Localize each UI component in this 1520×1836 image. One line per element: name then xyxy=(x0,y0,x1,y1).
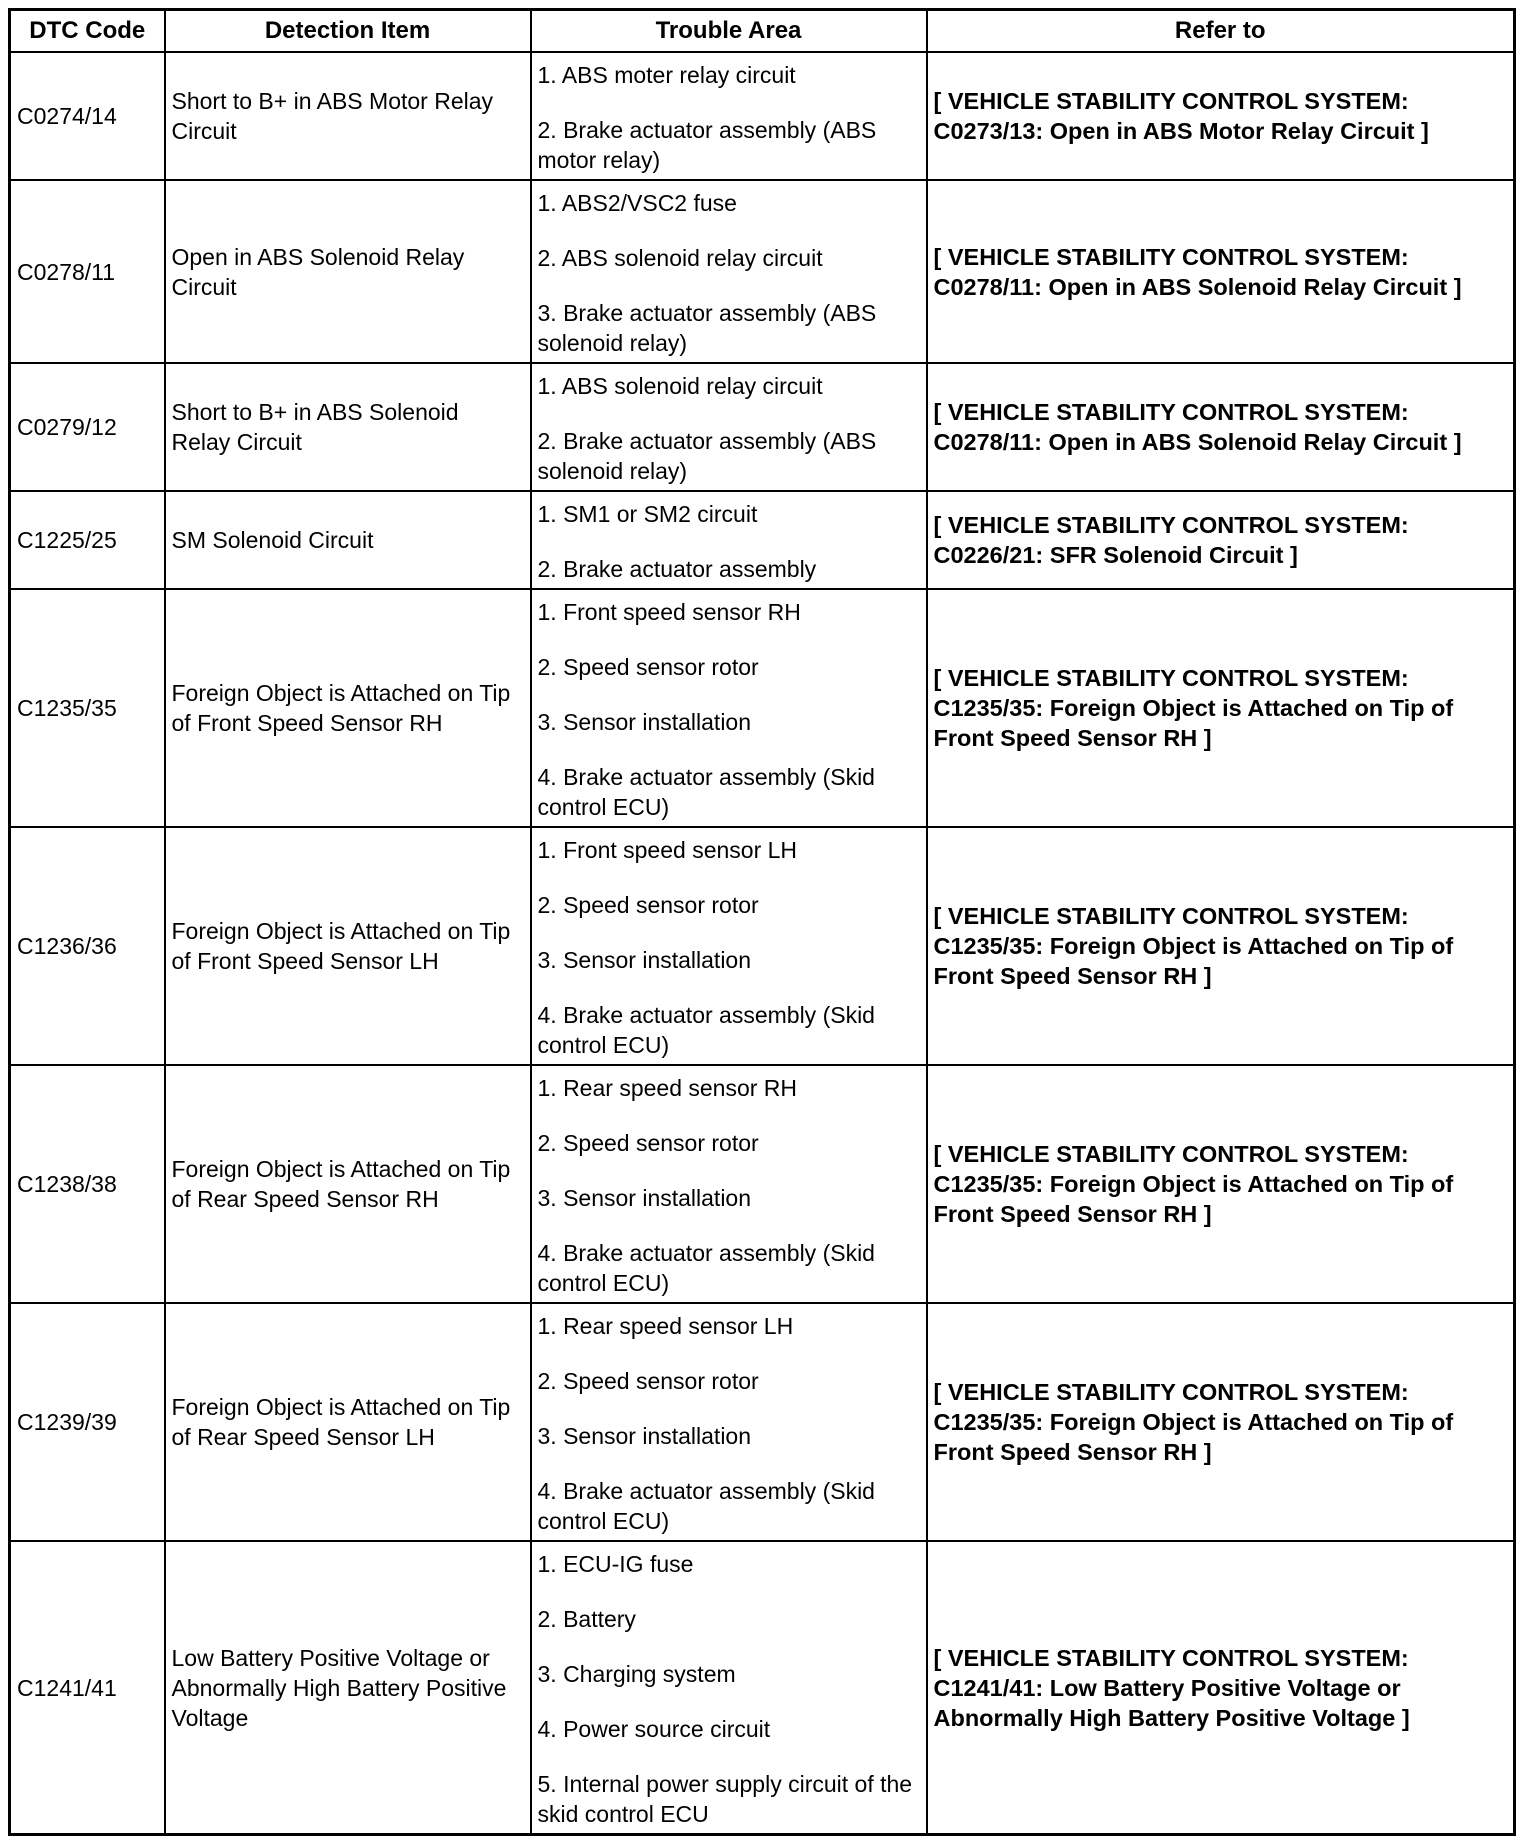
dtc-code-cell: C1239/39 xyxy=(10,1303,165,1541)
trouble-area-cell xyxy=(531,1065,927,1303)
trouble-area-cell xyxy=(531,363,927,491)
trouble-area-cell xyxy=(531,52,927,180)
refer-to-link[interactable]: [ VEHICLE STABILITY CONTROL SYSTEM: C1235/35: Foreign Object is Attached on Tip of Front Speed Sensor RH ] xyxy=(927,1065,1515,1303)
dtc-table-container xyxy=(8,8,1516,1836)
trouble-area-item: 2. Speed sensor rotor xyxy=(537,1368,759,1394)
trouble-area-item: 1. Front speed sensor RH xyxy=(537,599,801,625)
refer-to-link[interactable]: [ VEHICLE STABILITY CONTROL SYSTEM: C1235/35: Foreign Object is Attached on Tip of Front Speed Sensor RH ] xyxy=(927,1303,1515,1541)
trouble-area-item: 3. Sensor installation xyxy=(537,1423,752,1449)
trouble-area-item: 1. SM1 or SM2 circuit xyxy=(537,501,758,527)
trouble-area-item: 2. Battery xyxy=(537,1606,636,1632)
detection-item-cell: SM Solenoid Circuit xyxy=(165,491,531,589)
trouble-area-item: 2. Brake actuator assembly xyxy=(537,556,817,582)
trouble-area-item: 3. Sensor installation xyxy=(537,709,752,735)
detection-item-cell: Foreign Object is Attached on Tip of Front Speed Sensor RH xyxy=(165,589,531,827)
trouble-area-item: 2. Speed sensor rotor xyxy=(537,892,759,918)
dtc-code-cell: C1236/36 xyxy=(10,827,165,1065)
trouble-area-item: 3. Brake actuator assembly (ABS solenoid relay) xyxy=(537,300,877,356)
trouble-area-cell xyxy=(531,180,927,363)
dtc-table xyxy=(8,8,1516,1836)
trouble-area-item: 3. Charging system xyxy=(537,1661,736,1687)
header-detection-item: Detection Item xyxy=(165,10,531,53)
table-row xyxy=(10,491,1515,589)
trouble-area-item: 1. Rear speed sensor RH xyxy=(537,1075,798,1101)
detection-item-cell: Low Battery Positive Voltage or Abnormally High Battery Positive Voltage xyxy=(165,1541,531,1835)
dtc-code-cell: C0278/11 xyxy=(10,180,165,363)
trouble-area-item: 2. ABS solenoid relay circuit xyxy=(537,245,823,271)
table-row xyxy=(10,1065,1515,1303)
trouble-area-item: 2. Brake actuator assembly (ABS solenoid relay) xyxy=(537,428,877,484)
header-dtc-code: DTC Code xyxy=(10,10,165,53)
refer-to-link[interactable]: [ VEHICLE STABILITY CONTROL SYSTEM: C0278/11: Open in ABS Solenoid Relay Circuit ] xyxy=(927,180,1515,363)
table-row xyxy=(10,589,1515,827)
detection-item-cell: Foreign Object is Attached on Tip of Rear Speed Sensor RH xyxy=(165,1065,531,1303)
table-body xyxy=(10,52,1515,1835)
dtc-code-cell: C0274/14 xyxy=(10,52,165,180)
trouble-area-item: 2. Speed sensor rotor xyxy=(537,654,759,680)
trouble-area-item: 4. Brake actuator assembly (Skid control ECU) xyxy=(537,764,875,820)
trouble-area-item: 5. Internal power supply circuit of the skid control ECU xyxy=(537,1771,913,1827)
trouble-area-item: 4. Power source circuit xyxy=(537,1716,771,1742)
header-trouble-area: Trouble Area xyxy=(531,10,927,53)
header-row xyxy=(10,10,1515,53)
trouble-area-item: 3. Sensor installation xyxy=(537,947,752,973)
dtc-code-cell: C1225/25 xyxy=(10,491,165,589)
trouble-area-item: 1. ABS solenoid relay circuit xyxy=(537,373,823,399)
trouble-area-item: 3. Sensor installation xyxy=(537,1185,752,1211)
trouble-area-item: 1. ECU-IG fuse xyxy=(537,1551,694,1577)
trouble-area-item: 2. Speed sensor rotor xyxy=(537,1130,759,1156)
detection-item-cell: Short to B+ in ABS Solenoid Relay Circuit xyxy=(165,363,531,491)
refer-to-link[interactable]: [ VEHICLE STABILITY CONTROL SYSTEM: C1235/35: Foreign Object is Attached on Tip of Front Speed Sensor RH ] xyxy=(927,827,1515,1065)
trouble-area-item: 1. Rear speed sensor LH xyxy=(537,1313,794,1339)
dtc-code-cell: C1238/38 xyxy=(10,1065,165,1303)
detection-item-cell: Foreign Object is Attached on Tip of Front Speed Sensor LH xyxy=(165,827,531,1065)
refer-to-link[interactable]: [ VEHICLE STABILITY CONTROL SYSTEM: C0278/11: Open in ABS Solenoid Relay Circuit ] xyxy=(927,363,1515,491)
trouble-area-cell xyxy=(531,1303,927,1541)
dtc-code-cell: C1235/35 xyxy=(10,589,165,827)
trouble-area-item: 1. Front speed sensor LH xyxy=(537,837,798,863)
trouble-area-item: 4. Brake actuator assembly (Skid control ECU) xyxy=(537,1240,875,1296)
trouble-area-cell xyxy=(531,491,927,589)
trouble-area-cell xyxy=(531,1541,927,1835)
refer-to-link[interactable]: [ VEHICLE STABILITY CONTROL SYSTEM: C0273/13: Open in ABS Motor Relay Circuit ] xyxy=(927,52,1515,180)
trouble-area-item: 4. Brake actuator assembly (Skid control ECU) xyxy=(537,1002,875,1058)
detection-item-cell: Short to B+ in ABS Motor Relay Circuit xyxy=(165,52,531,180)
refer-to-link[interactable]: [ VEHICLE STABILITY CONTROL SYSTEM: C1241/41: Low Battery Positive Voltage or Abnormally High Battery Positive Voltage ] xyxy=(927,1541,1515,1835)
table-row xyxy=(10,1541,1515,1835)
refer-to-link[interactable]: [ VEHICLE STABILITY CONTROL SYSTEM: C0226/21: SFR Solenoid Circuit ] xyxy=(927,491,1515,589)
dtc-code-cell: C0279/12 xyxy=(10,363,165,491)
table-row xyxy=(10,827,1515,1065)
table-row xyxy=(10,1303,1515,1541)
trouble-area-item: 2. Brake actuator assembly (ABS motor relay) xyxy=(537,117,877,173)
trouble-area-item: 1. ABS2/VSC2 fuse xyxy=(537,190,737,216)
detection-item-cell: Open in ABS Solenoid Relay Circuit xyxy=(165,180,531,363)
table-row xyxy=(10,52,1515,180)
table-row xyxy=(10,180,1515,363)
trouble-area-cell xyxy=(531,827,927,1065)
trouble-area-item: 4. Brake actuator assembly (Skid control ECU) xyxy=(537,1478,875,1534)
header-refer-to: Refer to xyxy=(927,10,1515,53)
refer-to-link[interactable]: [ VEHICLE STABILITY CONTROL SYSTEM: C1235/35: Foreign Object is Attached on Tip of Front Speed Sensor RH ] xyxy=(927,589,1515,827)
trouble-area-item: 1. ABS moter relay circuit xyxy=(537,62,796,88)
trouble-area-cell xyxy=(531,589,927,827)
dtc-code-cell: C1241/41 xyxy=(10,1541,165,1835)
detection-item-cell: Foreign Object is Attached on Tip of Rear Speed Sensor LH xyxy=(165,1303,531,1541)
table-row xyxy=(10,363,1515,491)
